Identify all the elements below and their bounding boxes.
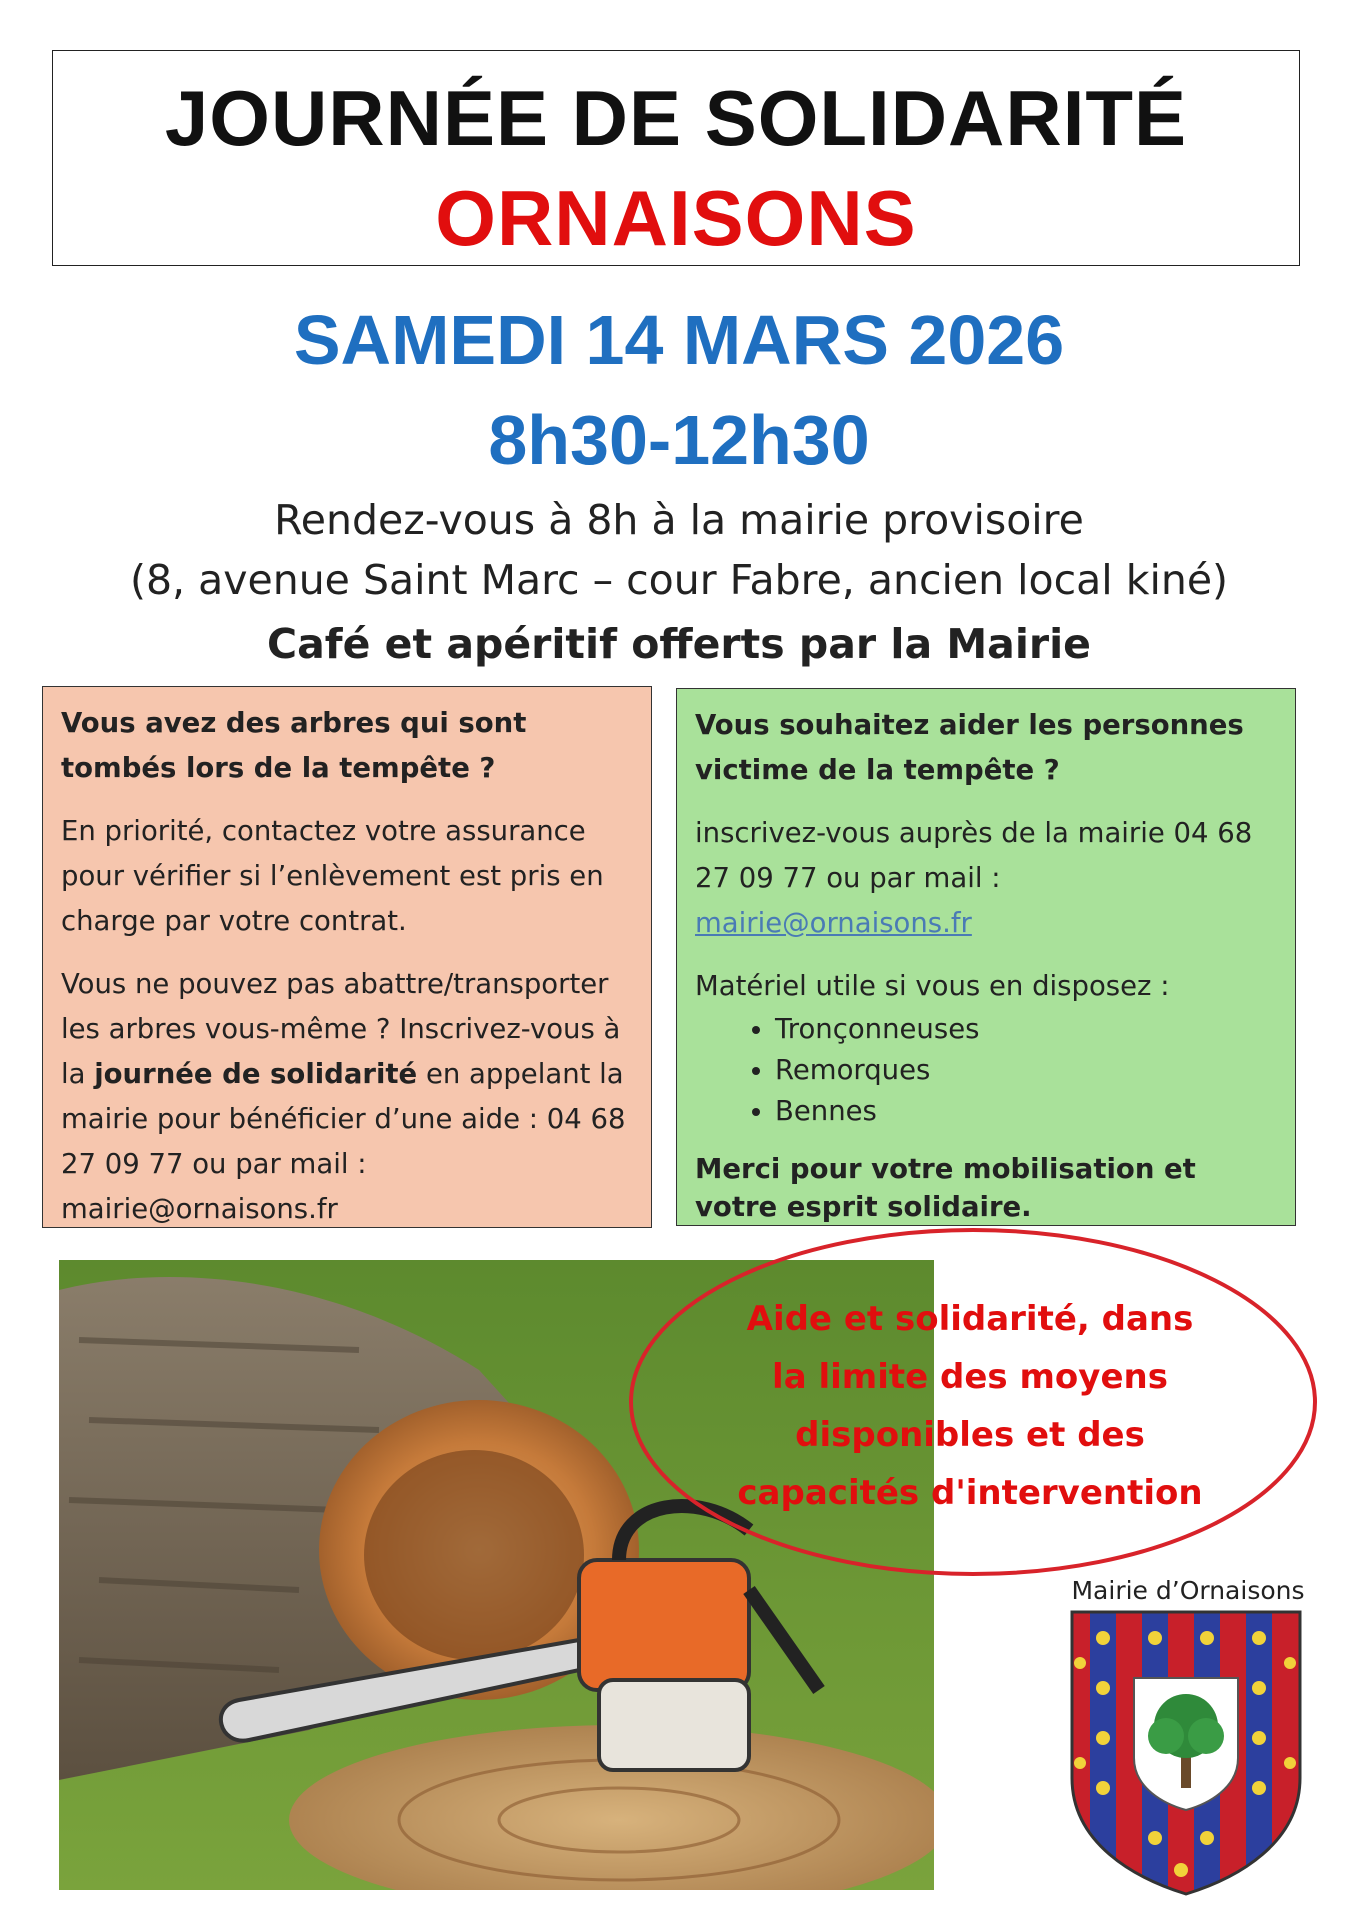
info-box-volunteers <box>676 688 1296 1226</box>
crest-icon <box>1068 1608 1304 1898</box>
event-hours: 8h30-12h30 <box>488 401 870 479</box>
refreshments-text: Café et apéritif offerts par la Mairie <box>266 620 1091 668</box>
left-box-insurance-text: En priorité, contactez votre assurance pour vérifier si l’enlèvement est pris en charge par votre contrat. <box>61 815 604 937</box>
left-box-register-bold: journée de solidarité <box>94 1058 418 1090</box>
list-item: • Remorques <box>775 1050 1277 1091</box>
left-box-heading: Vous avez des arbres qui sont tombés lors de la tempête ? <box>61 707 527 784</box>
list-item: • Tronçonneuses <box>775 1009 1277 1050</box>
left-box-register-end: en appelant la mairie pour bénéficier d’une aide : 04 68 27 09 77 ou par mail : mairie@ornaisons.fr <box>61 1058 626 1225</box>
info-box-fallen-trees <box>42 686 652 1228</box>
callout-line: Aide et solidarité, dans <box>746 1299 1194 1339</box>
meeting-text: Rendez-vous à 8h à la mairie provisoire <box>274 496 1084 544</box>
left-box-register-start: Vous ne pouvez pas abattre/transporter les arbres vous-même ? Inscrivez-vous à la <box>61 968 621 1090</box>
title-line-1: JOURNÉE DE SOLIDARITÉ <box>164 74 1188 162</box>
address-text: (8, avenue Saint Marc – cour Fabre, ancien local kiné) <box>129 556 1229 604</box>
title-line-2: ORNAISONS <box>435 174 917 262</box>
left-box-register-text <box>61 962 633 1232</box>
title-box <box>52 50 1300 266</box>
equipment-list <box>695 1009 1277 1132</box>
event-date: SAMEDI 14 MARS 2026 <box>293 301 1065 379</box>
equipment-intro: Matériel utile si vous en disposez : <box>695 970 1170 1002</box>
right-box-register-text <box>695 811 1277 946</box>
callout-line: disponibles et des <box>795 1415 1145 1455</box>
right-box-heading: Vous souhaitez aider les personnes victime de la tempête ? <box>695 709 1244 786</box>
callout-line: capacités d'intervention <box>737 1473 1203 1513</box>
mairie-label: Mairie d’Ornaisons <box>1071 1576 1305 1605</box>
right-box-register-label: inscrivez-vous auprès de la mairie 04 68 27 09 77 ou par mail : <box>695 817 1253 894</box>
thanks-text: Merci pour votre mobilisation et votre esprit solidaire. <box>695 1153 1196 1223</box>
callout-line: la limite des moyens <box>772 1357 1168 1397</box>
callout-text <box>700 1290 1240 1522</box>
list-item: • Bennes <box>775 1091 1277 1132</box>
email-link[interactable]: mairie@ornaisons.fr <box>695 907 972 939</box>
